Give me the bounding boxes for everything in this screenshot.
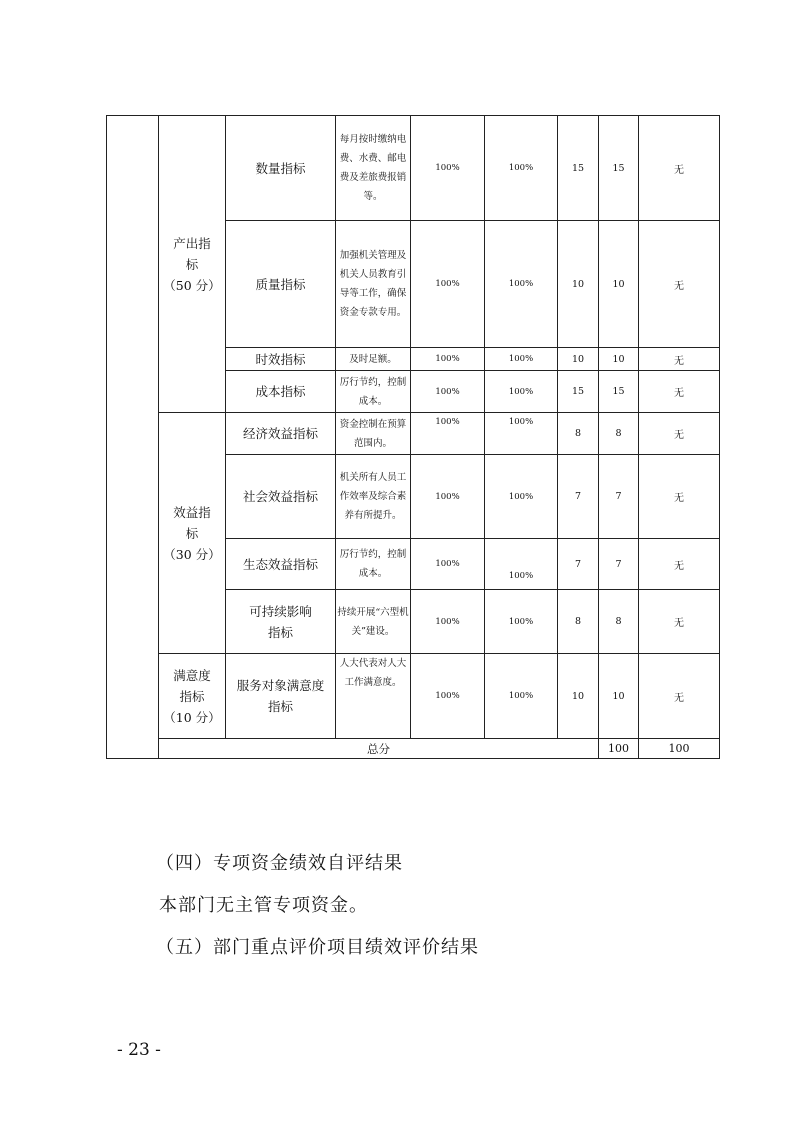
page-number: - 23 - xyxy=(117,1040,161,1060)
section5-heading: （五）部门重点评价项目绩效评价结果 xyxy=(156,937,479,958)
remark-cell: 无 xyxy=(639,413,720,455)
description-cell: 及时足额。 xyxy=(336,348,411,371)
group-output: 产出指 标 （50 分） xyxy=(159,116,226,413)
total-label: 总分 xyxy=(159,739,599,759)
remark-cell: 无 xyxy=(639,590,720,654)
weight-cell: 7 xyxy=(558,455,599,539)
score-cell: 10 xyxy=(599,221,639,348)
description-cell: 持续开展“六型机关”建设。 xyxy=(336,590,411,654)
weight-cell: 10 xyxy=(558,348,599,371)
remark-cell: 无 xyxy=(639,116,720,221)
group-benefit: 效益指 标 （30 分） xyxy=(159,413,226,654)
annual-target-cell: 100% xyxy=(411,116,485,221)
table-row xyxy=(107,413,720,455)
description-cell: 资金控制在预算范围内。 xyxy=(336,413,411,455)
indicator-cell: 生态效益指标 xyxy=(226,539,336,590)
indicator-cell: 经济效益指标 xyxy=(226,413,336,455)
actual-cell: 100% xyxy=(485,413,558,455)
actual-cell: 100% xyxy=(485,455,558,539)
remark-cell: 无 xyxy=(639,371,720,413)
score-cell: 10 xyxy=(599,654,639,739)
annual-target-cell: 100% xyxy=(411,539,485,590)
weight-cell: 8 xyxy=(558,413,599,455)
indicator-cell: 质量指标 xyxy=(226,221,336,348)
remark-cell: 无 xyxy=(639,348,720,371)
description-cell: 厉行节约，控制成本。 xyxy=(336,539,411,590)
score-cell: 8 xyxy=(599,590,639,654)
table-row xyxy=(107,116,720,221)
indicator-cell: 服务对象满意度 指标 xyxy=(226,654,336,739)
annual-target-cell: 100% xyxy=(411,371,485,413)
annual-target-cell: 100% xyxy=(411,654,485,739)
category-cell xyxy=(107,116,159,759)
description-cell: 人大代表对人大工作满意度。 xyxy=(336,654,411,739)
table-row xyxy=(107,654,720,739)
remark-cell: 无 xyxy=(639,539,720,590)
score-cell: 10 xyxy=(599,348,639,371)
weight-cell: 7 xyxy=(558,539,599,590)
indicator-cell: 社会效益指标 xyxy=(226,455,336,539)
indicator-cell: 成本指标 xyxy=(226,371,336,413)
weight-cell: 10 xyxy=(558,221,599,348)
total-score: 100 xyxy=(639,739,720,759)
description-cell: 加强机关管理及机关人员教育引导等工作，确保资金专款专用。 xyxy=(336,221,411,348)
description-cell: 每月按时缴纳电费、水费、邮电费及差旅费报销等。 xyxy=(336,116,411,221)
remark-cell: 无 xyxy=(639,455,720,539)
weight-cell: 15 xyxy=(558,116,599,221)
score-cell: 7 xyxy=(599,539,639,590)
score-cell: 15 xyxy=(599,371,639,413)
actual-cell: 100% xyxy=(485,590,558,654)
weight-cell: 8 xyxy=(558,590,599,654)
annual-target-cell: 100% xyxy=(411,348,485,371)
score-cell: 8 xyxy=(599,413,639,455)
section4-heading: （四）专项资金绩效自评结果 xyxy=(156,853,403,874)
score-cell: 15 xyxy=(599,116,639,221)
indicator-cell: 可持续影响 指标 xyxy=(226,590,336,654)
performance-table xyxy=(106,115,720,759)
actual-cell: 100% xyxy=(485,654,558,739)
score-cell: 7 xyxy=(599,455,639,539)
description-cell: 厉行节约，控制成本。 xyxy=(336,371,411,413)
section4-text: 本部门无主管专项资金。 xyxy=(159,895,368,916)
weight-cell: 10 xyxy=(558,654,599,739)
remark-cell: 无 xyxy=(639,654,720,739)
description-cell: 机关所有人员工作效率及综合素养有所提升。 xyxy=(336,455,411,539)
remark-cell: 无 xyxy=(639,221,720,348)
group-satisfaction: 满意度 指标 （10 分） xyxy=(159,654,226,739)
annual-target-cell: 100% xyxy=(411,590,485,654)
actual-cell: 100% xyxy=(485,116,558,221)
total-row xyxy=(107,739,720,759)
weight-cell: 15 xyxy=(558,371,599,413)
actual-cell: 100% xyxy=(485,221,558,348)
actual-cell: 100% xyxy=(485,539,558,590)
actual-cell: 100% xyxy=(485,371,558,413)
indicator-cell: 数量指标 xyxy=(226,116,336,221)
actual-cell: 100% xyxy=(485,348,558,371)
annual-target-cell: 100% xyxy=(411,221,485,348)
annual-target-cell: 100% xyxy=(411,413,485,455)
indicator-cell: 时效指标 xyxy=(226,348,336,371)
total-weight: 100 xyxy=(599,739,639,759)
annual-target-cell: 100% xyxy=(411,455,485,539)
